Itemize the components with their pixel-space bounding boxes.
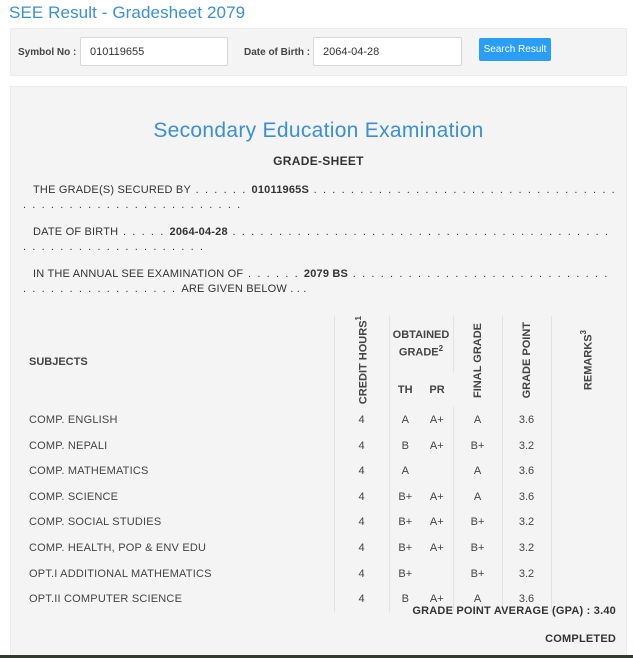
credit-hours-cell: 4 <box>334 510 389 536</box>
pr-grade-cell: A+ <box>421 586 453 612</box>
grade-point-cell: 3.2 <box>502 510 551 536</box>
date-of-birth-value: 2064-04-28 <box>169 226 228 238</box>
obtained-grade-header: OBTAINED GRADE$^2$ <box>389 316 453 372</box>
date-of-birth-line: DATE OF BIRTH . . . . . 2064-04-28 . . . . . . . . . . . . . . . . . . . . . . . . . . . . . . . . . . . . . . . . . . . . . . . . . . . . . . . . . . . . . <box>23 226 610 253</box>
pr-grade-cell: A+ <box>421 510 453 536</box>
remarks-cell <box>551 484 621 510</box>
credit-hours-header: CREDIT HOURS$^1$ <box>334 316 389 407</box>
date-of-birth-text-label: DATE OF BIRTH <box>33 226 119 238</box>
grade-sheet-heading: GRADE-SHEET <box>273 154 364 168</box>
remarks-cell <box>551 561 621 587</box>
grade-point-cell: 3.2 <box>502 433 551 459</box>
annual-exam-value: 2079 BS <box>303 268 349 280</box>
table-row <box>17 561 621 587</box>
credit-hours-cell: 4 <box>334 484 389 510</box>
annual-exam-line: IN THE ANNUAL SEE EXAMINATION OF . . . . . . 2079 BS . . . . . . . . . . . . . . . . . . . . . . . . . . . . . . . . . . . . . . . . . . . . . ARE GIVEN BELOW . . . <box>23 268 609 295</box>
th-grade-cell: B+ <box>398 567 413 580</box>
grade-point-cell: 3.6 <box>502 458 551 484</box>
grade-rows <box>17 407 621 612</box>
final-grade-cell: A <box>453 407 502 433</box>
secured-by-line: THE GRADE(S) SECURED BY . . . . . . 01011965S . . . . . . . . . . . . . . . . . . . . . . . . . . . . . . . . . . . . . . . . . . . . . . . . . . . . . . . . . <box>23 184 617 211</box>
final-grade-cell: B+ <box>453 433 502 459</box>
credit-hours-cell: 4 <box>334 433 389 459</box>
remarks-cell <box>551 407 621 433</box>
credit-hours-cell: 4 <box>334 586 389 612</box>
credit-hours-cell: 4 <box>334 458 389 484</box>
page-title: SEE Result - Gradesheet 2079 <box>9 3 246 22</box>
pr-header: PR <box>429 383 445 396</box>
grade-point-header: GRADE POINT <box>502 316 551 407</box>
th-grade-cell: A <box>401 413 409 426</box>
table-row <box>17 510 621 536</box>
search-form <box>10 28 627 76</box>
table-row <box>17 535 621 561</box>
annual-exam-label: IN THE ANNUAL SEE EXAMINATION OF <box>33 268 244 280</box>
pr-grade-cell: A+ <box>421 407 453 433</box>
grade-sheet-panel <box>10 86 627 658</box>
pr-grade-cell <box>421 561 453 587</box>
exam-title: Secondary Education Examination <box>153 119 484 142</box>
symbol-number-input[interactable] <box>80 37 228 66</box>
subject-cell: OPT.II COMPUTER SCIENCE <box>17 586 334 612</box>
final-grade-cell: A <box>453 586 502 612</box>
grade-point-cell: 3.6 <box>502 586 551 612</box>
final-grade-cell: B+ <box>453 561 502 587</box>
th-grade-cell: B <box>401 593 409 606</box>
pr-grade-cell: A+ <box>421 484 453 510</box>
remarks-cell <box>551 458 621 484</box>
subject-cell: COMP. MATHEMATICS <box>17 458 334 484</box>
remarks-cell <box>551 433 621 459</box>
subject-cell: COMP. SOCIAL STUDIES <box>17 510 334 536</box>
symbol-number-label: Symbol No : <box>18 47 77 58</box>
th-grade-cell: B+ <box>398 541 413 554</box>
remarks-cell <box>551 535 621 561</box>
remarks-cell <box>551 510 621 536</box>
pr-grade-cell: A+ <box>421 535 453 561</box>
th-grade-cell: A <box>401 465 409 478</box>
pr-grade-cell: A+ <box>421 433 453 459</box>
credit-hours-cell: 4 <box>334 561 389 587</box>
grades-table-wrapper <box>17 316 621 612</box>
final-grade-cell: A <box>453 484 502 510</box>
grades-table <box>17 316 621 612</box>
subject-cell: COMP. HEALTH, POP & ENV EDU <box>17 535 334 561</box>
subjects-header: SUBJECTS <box>17 316 334 407</box>
secured-by-label: THE GRADE(S) SECURED BY <box>33 184 192 196</box>
credit-hours-cell: 4 <box>334 407 389 433</box>
grade-point-cell: 3.2 <box>502 561 551 587</box>
gpa-summary: GRADE POINT AVERAGE (GPA) : 3.40 <box>412 605 616 617</box>
th-grade-cell: B <box>401 439 409 452</box>
pr-grade-cell <box>421 458 453 484</box>
final-grade-cell: A <box>453 458 502 484</box>
subject-cell: COMP. SCIENCE <box>17 484 334 510</box>
grade-point-cell: 3.6 <box>502 484 551 510</box>
remarks-header: REMARKS$^3$ <box>578 330 595 391</box>
th-header: TH <box>397 383 413 396</box>
subject-cell: OPT.I ADDITIONAL MATHEMATICS <box>17 561 334 587</box>
grade-point-cell: 3.2 <box>502 535 551 561</box>
final-grade-cell: B+ <box>453 510 502 536</box>
grade-point-cell: 3.6 <box>502 407 551 433</box>
table-row <box>17 433 621 459</box>
annual-exam-suffix: ARE GIVEN BELOW . . . <box>181 283 307 295</box>
final-grade-cell: B+ <box>453 535 502 561</box>
credit-hours-cell: 4 <box>334 535 389 561</box>
subject-cell: COMP. ENGLISH <box>17 407 334 433</box>
th-grade-cell: B+ <box>398 490 413 503</box>
date-of-birth-input[interactable] <box>313 37 462 66</box>
search-result-button[interactable]: Search Result <box>479 38 551 61</box>
table-row <box>17 458 621 484</box>
table-row <box>17 484 621 510</box>
subject-cell: COMP. NEPALI <box>17 433 334 459</box>
date-of-birth-label: Date of Birth : <box>244 47 311 58</box>
table-row <box>17 407 621 433</box>
result-status: COMPLETED <box>545 633 616 645</box>
secured-by-value: 01011965S <box>251 184 310 196</box>
final-grade-header: FINAL GRADE <box>453 316 502 407</box>
th-grade-cell: B+ <box>398 516 413 529</box>
